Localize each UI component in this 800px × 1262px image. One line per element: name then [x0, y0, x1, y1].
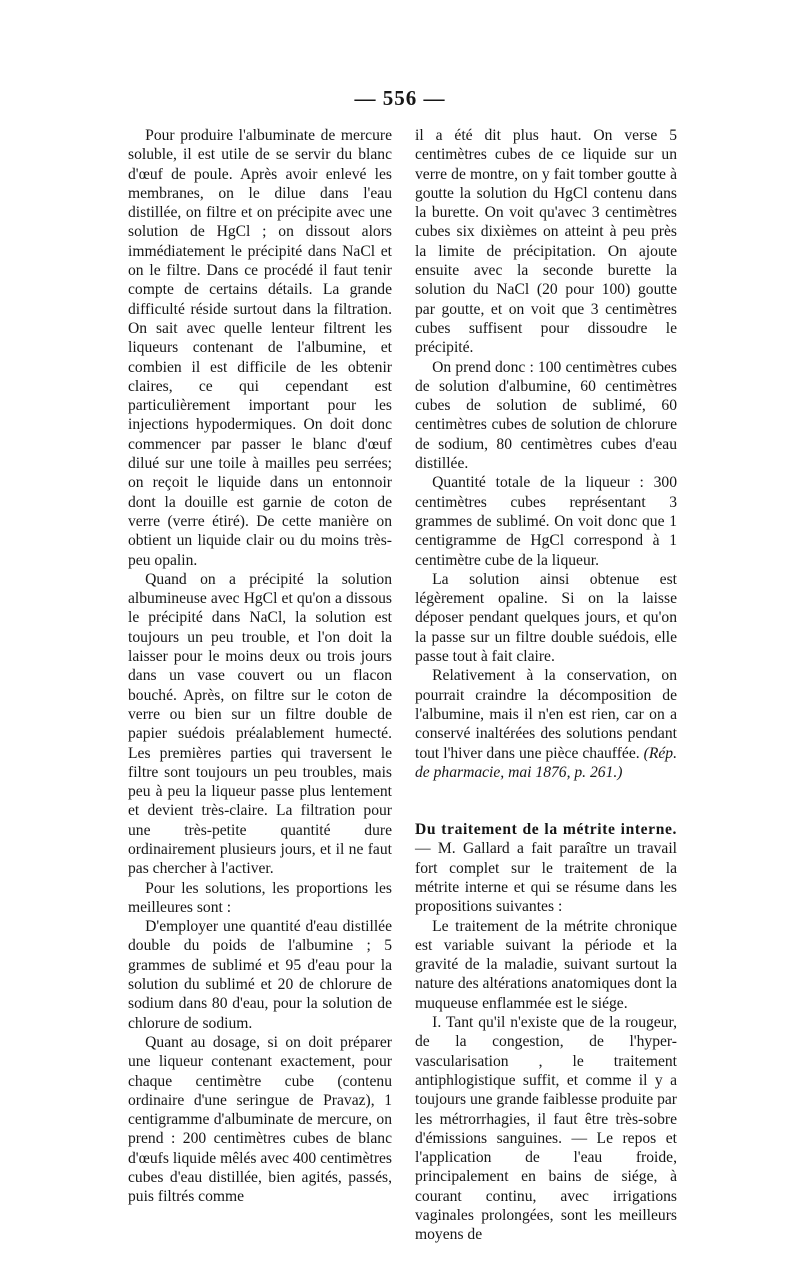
section-intro [415, 820, 677, 916]
left-column [128, 126, 392, 1207]
paragraph: Le traitement de la métrite chronique est variable suivant la période et la gravité de la maladie, suivant surtout la nature des altérations anatomiques dont la muqueuse enflammée est le siége. [415, 917, 677, 1012]
citation: (Rép. de pharmacie, mai 1876, p. 261.) [415, 744, 677, 781]
paragraph-with-citation [415, 666, 677, 782]
paragraph: La solution ainsi obtenue est légèrement opaline. Si on la laisse déposer pendant quelques jours, et qu'on la passe sur un filtre double suédois, elle passe tout à fait claire. [415, 570, 677, 666]
paragraph-text: Relativement à la conservation, on pourrait craindre la décomposition de l'albumine, mais il n'en est rien, car on a conservé inaltérées des solutions pendant tout l'hiver dans une pièce chauffée. [415, 667, 677, 762]
paragraph: Pour les solutions, les proportions les meilleures sont : [128, 879, 392, 916]
paragraph: Pour produire l'albuminate de mercure soluble, il est utile de se servir du blanc d'œuf de poule. Après avoir enlevé les membranes, on le dilue dans l'eau distillée, on filtre et on précipite avec une solution de HgCl ; on dissout alors immédiatement le précipité dans NaCl et on le filtre. Dans ce procédé il faut tenir compte de certains détails. La grande difficulté réside surtout dans la filtration. On sait avec quelle lenteur filtrent les liqueurs contenant de l'albumine, et combien il est difficile de les obtenir claires, ce qui cependant est particulièrement important pour les injections hypodermiques. On doit donc commencer par passer le blanc d'œuf dilué sur une toile à mailles peu serrées; on reçoit le liquide dans un entonnoir dont la douille est garnie de coton de verre (verre étiré). De cette manière on obtient un liquide clair ou du moins très-peu opalin. [128, 127, 392, 569]
paragraph: D'employer une quantité d'eau distillée double du poids de l'albumine ; 5 grammes de sublimé et 95 d'eau pour la solution du sublimé et 20 de chlorure de sodium dans 80 d'eau, pour la solution de chlorure de sodium. [128, 918, 392, 1032]
section-heading: Du traitement de la métrite interne. [415, 821, 677, 839]
right-column [415, 126, 677, 1245]
paragraph: Quantité totale de la liqueur : 300 centimètres cubes représentant 3 grammes de sublimé. On voit donc que 1 centigramme de HgCl correspond à 1 centimètre cube de la liqueur. [415, 474, 677, 569]
paragraph: il a été dit plus haut. On verse 5 centimètres cubes de ce liquide sur un verre de montre, on y fait tomber goutte à goutte la solution du HgCl contenu dans la burette. On voit qu'avec 3 centimètres cubes six dixièmes on atteint à peu près la limite de précipitation. On ajoute ensuite avec la seconde burette la solution du NaCl (20 pour 100) goutte par goutte, et on voit que 3 centimètres cubes suffisent pour dissoudre le précipité. [415, 127, 677, 357]
paragraph: Quand on a précipité la solution albumineuse avec HgCl et qu'on a dissous le précipité dans NaCl, la solution est toujours un peu trouble, et l'on doit la laisser pour le moins deux ou trois jours dans un vase couvert ou un flacon bouché. Après, on filtre sur le coton de verre ou bien sur un filtre double de papier suédois préalablement humecté. Les premières parties qui traversent le filtre sont toujours un peu troubles, mais peu à peu la liqueur passe plus lentement et devient très-claire. La filtration pour une très-petite quantité dure ordinairement plusieurs jours, et il ne faut pas chercher à l'activer. [128, 570, 392, 878]
paragraph: I. Tant qu'il n'existe que de la rougeur, de la congestion, de l'hyper-vascularisation , le traitement antiphlogistique suffit, et comme il y a toujours une grande faiblesse produite par les métrorrhagies, il faut être très-sobre d'émissions sanguines. — Le repos et l'application de l'eau froide, principalement en bains de siége, à courant continu, avec irrigations vaginales prolongées, sont les meilleurs moyens de [415, 1014, 677, 1244]
paragraph: On prend donc : 100 centimètres cubes de solution d'albumine, 60 centimètres cubes de solution de sublimé, 60 centimètres cubes de solution de chlorure de sodium, 80 centimètres cubes d'eau distillée. [415, 358, 677, 473]
page-number: — 556 — [354, 86, 446, 110]
paragraph: Quant au dosage, si on doit préparer une liqueur contenant exactement, pour chaque centimètre cube (contenu ordinaire d'une seringue de Pravaz), 1 centigramme d'albuminate de mercure, on prend : 200 centimètres cubes de blanc d'œufs liquide mêlés avec 400 centimètres cubes d'eau distillée, bien agités, passés, puis filtrés comme [128, 1033, 392, 1206]
section-intro-text: — M. Gallard a fait paraître un travail fort complet sur le traitement de la métrite interne et qui se résume dans les propositions suivantes : [415, 840, 677, 916]
